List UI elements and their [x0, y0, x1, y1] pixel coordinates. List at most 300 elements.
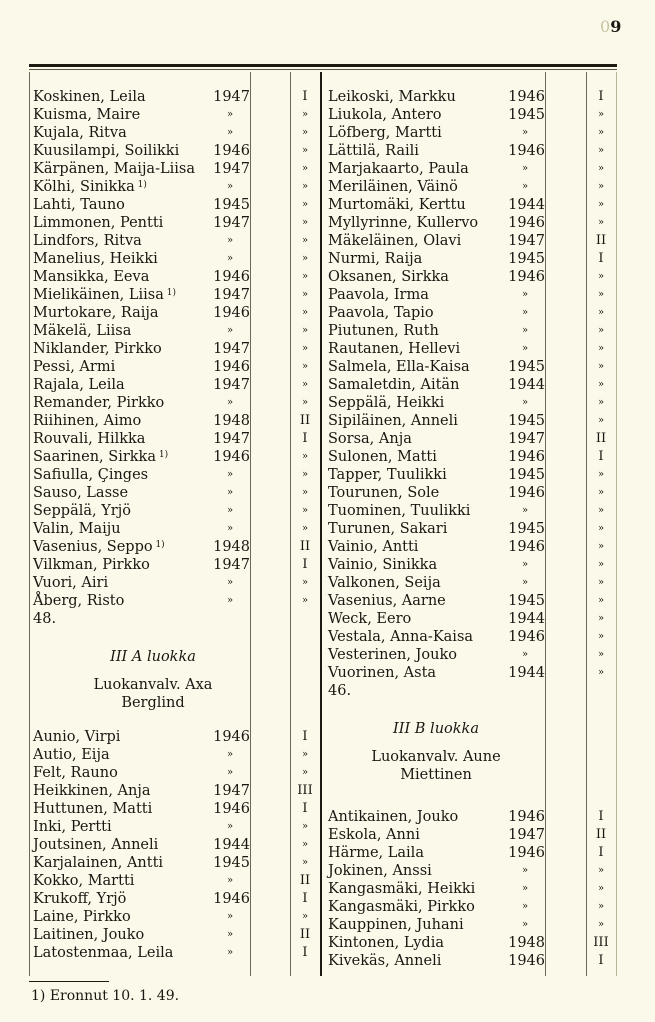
class-level: I [598, 809, 604, 824]
student-name: Nurmi, Raija [328, 251, 423, 267]
student-name: Murtokare, Raija [33, 305, 159, 321]
student-row [33, 592, 320, 610]
class-level: I [302, 89, 308, 104]
birth-year: 1946 [213, 729, 250, 745]
class-level: » [597, 883, 605, 894]
birth-year: 1946 [508, 143, 545, 159]
student-row [328, 250, 618, 268]
birth-year: 1944 [508, 611, 545, 627]
class-level: » [301, 839, 309, 850]
student-name: Vesterinen, Jouko [328, 647, 458, 663]
class-level: II [595, 827, 607, 842]
student-name: Kärpänen, Maija-Liisa [33, 161, 195, 177]
student-row [328, 610, 618, 628]
page-number [600, 17, 621, 36]
student-name: Vasenius, Aarne [328, 593, 446, 609]
birth-year: » [521, 901, 529, 912]
class-level: » [597, 487, 605, 498]
class-level: » [301, 397, 309, 408]
class-level: » [301, 595, 309, 606]
class-level: » [301, 307, 309, 318]
student-row [328, 106, 618, 124]
birth-year: 1946 [213, 143, 250, 159]
student-row [328, 862, 618, 880]
student-row [33, 358, 320, 376]
section-title: III A luokka [110, 649, 196, 665]
birth-year: 1946 [508, 485, 545, 501]
class-level: » [597, 217, 605, 228]
student-row [328, 340, 618, 358]
student-row [328, 880, 618, 898]
teacher-line-2: Miettinen [400, 767, 472, 783]
class-level: » [301, 767, 309, 778]
top-rule-thick [29, 64, 617, 67]
student-name: Huttunen, Matti [33, 801, 153, 817]
student-row [33, 872, 320, 890]
birth-year: » [226, 127, 234, 138]
birth-year: » [521, 397, 529, 408]
class-level: III [593, 935, 609, 950]
top-rule-thin [29, 69, 617, 70]
student-name: Riihinen, Aimo [33, 413, 142, 429]
student-row [328, 412, 618, 430]
right-section-heading [328, 720, 618, 742]
student-name: Seppälä, Heikki [328, 395, 445, 411]
birth-year: 1946 [213, 449, 250, 465]
class-level: » [301, 127, 309, 138]
birth-year: 1944 [508, 197, 545, 213]
student-name: Autio, Eija [33, 747, 110, 763]
student-name: Turunen, Sakari [328, 521, 448, 537]
birth-year: » [521, 343, 529, 354]
student-row [328, 916, 618, 934]
class-level: III [297, 783, 313, 798]
student-row [33, 250, 320, 268]
footnote: 1) Eronnut 10. 1. 49. [31, 988, 180, 1004]
birth-year: » [521, 559, 529, 570]
class-level: » [301, 469, 309, 480]
birth-year: 1947 [508, 827, 545, 843]
student-name: Kölhi, Sinikka $^{1)}$ [33, 179, 147, 195]
class-count: 48. [33, 611, 57, 627]
class-level: » [597, 127, 605, 138]
class-level: » [597, 865, 605, 876]
class-level: » [597, 379, 605, 390]
footnote-marker: 1) [156, 450, 169, 460]
student-row [328, 808, 618, 826]
left-student-list-a [33, 88, 320, 610]
student-row [33, 160, 320, 178]
class-level: » [597, 415, 605, 426]
page-number-faint-digit: 0 [600, 17, 611, 36]
birth-year: » [226, 929, 234, 940]
birth-year: » [521, 505, 529, 516]
birth-year: 1947 [213, 557, 250, 573]
student-row [33, 538, 320, 556]
birth-year: 1944 [213, 837, 250, 853]
student-name: Paavola, Irma [328, 287, 429, 303]
student-name: Valkonen, Seija [328, 575, 441, 591]
student-name: Vestala, Anna-Kaisa [328, 629, 474, 645]
class-level: » [597, 307, 605, 318]
student-row [33, 854, 320, 872]
birth-year: 1945 [508, 359, 545, 375]
student-row [33, 728, 320, 746]
birth-year: 1948 [213, 413, 250, 429]
student-name: Karjalainen, Antti [33, 855, 164, 871]
class-level: » [301, 379, 309, 390]
student-name: Vilkman, Pirkko [33, 557, 150, 573]
student-row [33, 764, 320, 782]
birth-year: 1946 [508, 449, 545, 465]
birth-year: 1946 [508, 845, 545, 861]
student-name: Kangasmäki, Pirkko [328, 899, 475, 915]
birth-year: 1946 [213, 359, 250, 375]
student-row [328, 466, 618, 484]
class-level: I [302, 891, 308, 906]
right-count [328, 682, 618, 700]
student-row [33, 304, 320, 322]
birth-year: » [226, 523, 234, 534]
student-row [328, 628, 618, 646]
student-row [33, 322, 320, 340]
student-name: Myllyrinne, Kullervo [328, 215, 479, 231]
class-level: » [301, 163, 309, 174]
student-name: Joutsinen, Anneli [33, 837, 159, 853]
student-row [33, 574, 320, 592]
student-row [328, 268, 618, 286]
class-level: I [302, 945, 308, 960]
student-name: Sipiläinen, Anneli [328, 413, 458, 429]
left-border [29, 72, 30, 976]
student-name: Kokko, Martti [33, 873, 135, 889]
class-level: » [301, 271, 309, 282]
student-name: Lättilä, Raili [328, 143, 419, 159]
birth-year: » [226, 181, 234, 192]
birth-year: » [521, 289, 529, 300]
student-row [33, 818, 320, 836]
birth-year: » [521, 865, 529, 876]
birth-year: 1946 [508, 215, 545, 231]
birth-year: 1946 [508, 629, 545, 645]
student-name: Salmela, Ella-Kaisa [328, 359, 470, 375]
birth-year: 1946 [213, 891, 250, 907]
class-count: 46. [328, 683, 352, 699]
birth-year: 1946 [508, 953, 545, 969]
birth-year: » [226, 749, 234, 760]
center-divider [320, 72, 322, 976]
student-name: Meriläinen, Väinö [328, 179, 458, 195]
class-level: » [597, 289, 605, 300]
birth-year: 1946 [508, 89, 545, 105]
student-row [33, 520, 320, 538]
right-column [328, 88, 618, 970]
student-row [33, 430, 320, 448]
birth-year: » [521, 919, 529, 930]
class-level: II [299, 927, 311, 942]
student-name: Kuusilampi, Soilikki [33, 143, 180, 159]
student-name: Krukoff, Yrjö [33, 891, 127, 907]
student-name: Laine, Pirkko [33, 909, 131, 925]
birth-year: » [521, 577, 529, 588]
birth-year: » [226, 469, 234, 480]
student-row [33, 836, 320, 854]
student-row [33, 394, 320, 412]
student-row [33, 196, 320, 214]
class-level: » [301, 217, 309, 228]
student-name: Manelius, Heikki [33, 251, 158, 267]
class-level: » [597, 181, 605, 192]
student-row [33, 484, 320, 502]
class-level: » [597, 163, 605, 174]
student-name: Pessi, Armi [33, 359, 116, 375]
student-name: Vuori, Airi [33, 575, 109, 591]
class-level: » [597, 577, 605, 588]
class-level: » [301, 109, 309, 120]
student-row [33, 340, 320, 358]
student-name: Limmonen, Pentti [33, 215, 164, 231]
class-level: I [302, 801, 308, 816]
footnote-marker: 1) [134, 180, 147, 190]
student-name: Aunio, Virpi [33, 729, 121, 745]
class-level: » [597, 901, 605, 912]
birth-year: 1945 [508, 467, 545, 483]
student-name: Samaletdin, Aitän [328, 377, 460, 393]
class-level: » [597, 541, 605, 552]
student-row [328, 214, 618, 232]
teacher-line-2: Berglind [121, 695, 185, 711]
birth-year: » [226, 487, 234, 498]
birth-year: 1946 [508, 269, 545, 285]
birth-year: » [226, 109, 234, 120]
class-level: » [597, 361, 605, 372]
student-name: Oksanen, Sirkka [328, 269, 449, 285]
birth-year: 1948 [508, 935, 545, 951]
student-name: Lindfors, Ritva [33, 233, 142, 249]
class-level: » [597, 613, 605, 624]
birth-year: 1945 [213, 197, 250, 213]
birth-year: 1945 [508, 521, 545, 537]
birth-year: » [226, 253, 234, 264]
student-row [328, 556, 618, 574]
student-name: Kauppinen, Juhani [328, 917, 464, 933]
birth-year: 1944 [508, 377, 545, 393]
student-row [33, 412, 320, 430]
class-level: I [302, 729, 308, 744]
student-row [328, 376, 618, 394]
student-row [33, 926, 320, 944]
class-level: » [301, 577, 309, 588]
class-level: II [299, 413, 311, 428]
birth-year: » [521, 307, 529, 318]
class-level: » [597, 649, 605, 660]
student-row [328, 520, 618, 538]
class-level: II [595, 431, 607, 446]
class-level: I [598, 89, 604, 104]
birth-year: 1946 [213, 305, 250, 321]
birth-year: 1947 [508, 431, 545, 447]
teacher-line-1: Luokanvalv. Aune [371, 749, 501, 765]
student-name: Felt, Rauno [33, 765, 118, 781]
student-row [328, 934, 618, 952]
birth-year: 1947 [213, 377, 250, 393]
birth-year: » [226, 911, 234, 922]
birth-year: 1947 [213, 431, 250, 447]
student-name: Mäkeläinen, Olavi [328, 233, 462, 249]
footnote-marker: 1) [163, 288, 176, 298]
student-name: Mansikka, Eeva [33, 269, 150, 285]
birth-year: 1946 [508, 809, 545, 825]
student-row [328, 394, 618, 412]
student-row [328, 304, 618, 322]
birth-year: » [521, 325, 529, 336]
class-level: » [597, 505, 605, 516]
birth-year: 1948 [213, 539, 250, 555]
student-name: Sorsa, Anja [328, 431, 412, 447]
birth-year: » [521, 181, 529, 192]
class-level: » [597, 523, 605, 534]
student-name: Kuisma, Maire [33, 107, 141, 123]
student-name: Murtomäki, Kerttu [328, 197, 466, 213]
class-level: » [301, 289, 309, 300]
class-level: II [299, 539, 311, 554]
class-level: » [597, 109, 605, 120]
student-row [33, 448, 320, 466]
student-name: Lahti, Tauno [33, 197, 125, 213]
student-row [328, 484, 618, 502]
student-name: Saarinen, Sirkka $^{1)}$ [33, 449, 169, 465]
student-row [328, 826, 618, 844]
student-row [328, 952, 618, 970]
student-name: Heikkinen, Anja [33, 783, 151, 799]
birth-year: » [521, 163, 529, 174]
class-level: I [598, 449, 604, 464]
student-name: Tuominen, Tuulikki [328, 503, 471, 519]
student-name: Kivekäs, Anneli [328, 953, 442, 969]
left-count [33, 610, 320, 628]
birth-year: » [226, 577, 234, 588]
birth-year: » [226, 875, 234, 886]
class-level: I [302, 557, 308, 572]
class-level: » [301, 749, 309, 760]
class-level: I [598, 953, 604, 968]
birth-year: 1947 [213, 783, 250, 799]
student-name: Mielikäinen, Liisa $^{1)}$ [33, 287, 176, 303]
class-level: » [301, 361, 309, 372]
student-name: Piutunen, Ruth [328, 323, 439, 339]
student-name: Leikoski, Markku [328, 89, 456, 105]
student-name: Vainio, Antti [328, 539, 419, 555]
student-row [33, 890, 320, 908]
class-level: » [597, 559, 605, 570]
birth-year: » [226, 767, 234, 778]
section-title: III B luokka [393, 721, 479, 737]
class-level: » [597, 145, 605, 156]
student-name: Vuorinen, Asta [328, 665, 437, 681]
birth-year: 1946 [508, 539, 545, 555]
student-row [33, 782, 320, 800]
class-level: » [301, 821, 309, 832]
class-level: » [597, 271, 605, 282]
student-row [328, 592, 618, 610]
student-row [328, 124, 618, 142]
birth-year: 1947 [213, 215, 250, 231]
class-level: » [597, 469, 605, 480]
student-row [33, 214, 320, 232]
class-level: II [595, 233, 607, 248]
birth-year: » [226, 505, 234, 516]
class-level: » [301, 523, 309, 534]
birth-year: » [521, 649, 529, 660]
student-name: Kujala, Ritva [33, 125, 127, 141]
birth-year: 1946 [213, 801, 250, 817]
footnote-rule [29, 981, 109, 982]
student-name: Valin, Maiju [33, 521, 121, 537]
student-name: Remander, Pirkko [33, 395, 165, 411]
student-row [33, 800, 320, 818]
birth-year: 1946 [213, 269, 250, 285]
birth-year: 1947 [213, 287, 250, 303]
birth-year: » [226, 595, 234, 606]
class-level: » [597, 397, 605, 408]
student-row [328, 196, 618, 214]
student-row [328, 286, 618, 304]
student-row [328, 88, 618, 106]
student-row [328, 646, 618, 664]
right-student-list-a [328, 88, 618, 682]
right-teacher [328, 748, 618, 766]
birth-year: » [521, 127, 529, 138]
student-name: Vasenius, Seppo $^{1)}$ [33, 539, 165, 555]
teacher-line-1: Luokanvalv. Axa [93, 677, 213, 693]
student-row [328, 898, 618, 916]
student-name: Vainio, Sinikka [328, 557, 438, 573]
class-level: » [597, 595, 605, 606]
student-row [328, 574, 618, 592]
birth-year: 1945 [508, 251, 545, 267]
student-name: Rajala, Leila [33, 377, 125, 393]
student-name: Marjakaarto, Paula [328, 161, 469, 177]
student-name: Paavola, Tapio [328, 305, 434, 321]
student-row [33, 268, 320, 286]
student-row [33, 106, 320, 124]
footnote-marker: 1) [152, 540, 165, 550]
birth-year: » [521, 883, 529, 894]
student-name: Rouvali, Hilkka [33, 431, 146, 447]
class-level: » [301, 253, 309, 264]
class-level: » [301, 857, 309, 868]
student-row [33, 142, 320, 160]
student-row [328, 538, 618, 556]
class-level: » [597, 919, 605, 930]
student-name: Jokinen, Anssi [328, 863, 432, 879]
student-row [328, 322, 618, 340]
left-column [33, 88, 320, 962]
birth-year: » [226, 821, 234, 832]
student-row [33, 376, 320, 394]
birth-year: » [226, 325, 234, 336]
student-row [328, 178, 618, 196]
student-name: Härme, Laila [328, 845, 424, 861]
student-row [33, 232, 320, 250]
birth-year: 1944 [508, 665, 545, 681]
class-level: » [301, 911, 309, 922]
student-row [328, 448, 618, 466]
class-level: » [301, 181, 309, 192]
student-name: Kangasmäki, Heikki [328, 881, 476, 897]
page-number-digit: 9 [610, 17, 622, 36]
student-row [33, 556, 320, 574]
